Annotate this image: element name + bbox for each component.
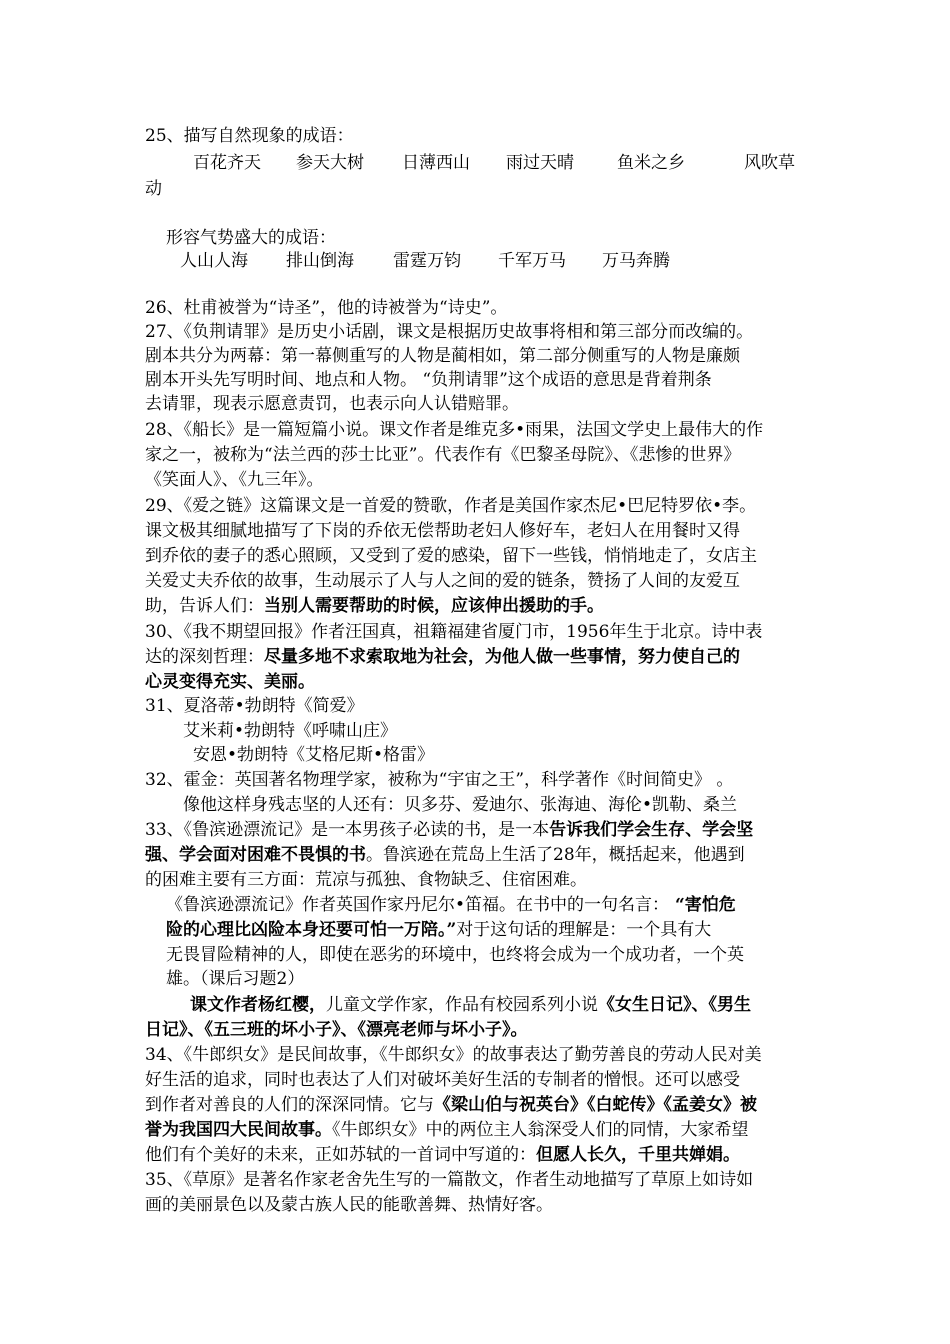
- text: 对于这句话的理解是：一个具有大: [456, 920, 712, 940]
- section-28-line: 《笑面人》、《九三年》。: [145, 470, 324, 490]
- idiom: 风吹草: [744, 153, 795, 173]
- section-27-line: 剧本共分为两幕：第一幕侧重写的人物是蔺相如，第二部分侧重写的人物是廉颇: [145, 346, 740, 366]
- section-33-line: 日记》、《五三班的坏小子》、《漂亮老师与坏小子》。: [145, 1020, 528, 1040]
- section-34-line: [145, 1118, 749, 1142]
- idiom: 万马奔腾: [602, 251, 670, 271]
- idiom: 日薄西山: [402, 153, 470, 173]
- idiom: 鱼米之乡: [617, 153, 685, 173]
- section-29-line: 29、《爱之链》这篇课文是一首爱的赞歌，作者是美国作家杰尼•巴尼特罗依•李。: [145, 496, 757, 516]
- section-33-line: 的困难主要有三方面：荒凉与孤独、食物缺乏、住宿困难。: [145, 870, 587, 890]
- section-28-line: 28、《船长》是一篇短篇小说。课文作者是维克多•雨果，法国文学史上最伟大的作: [145, 420, 764, 440]
- section-35-line: 35、《草原》是著名作家老舍先生写的一篇散文，作者生动地描写了草原上如诗如: [145, 1170, 754, 1190]
- section-27-line: 去请罪，现表示愿意责罚，也表示向人认错赔罪。: [145, 394, 519, 414]
- section-33-line: [145, 843, 745, 867]
- quote: 险的心理比凶险本身还要可怕一万陪。”: [166, 920, 457, 940]
- section-30-line: [145, 645, 740, 669]
- text: 助，告诉人们：: [145, 596, 264, 616]
- section-31-line: 安恩•勃朗特《艾格尼斯•格雷》: [193, 745, 435, 765]
- key-phrase: 《女生日记》、《男生: [598, 995, 751, 1015]
- idiom: 百花齐天: [193, 153, 261, 173]
- section-34-line: [145, 1143, 740, 1167]
- idiom: 参天大树: [296, 153, 364, 173]
- key-phrase: 课文作者杨红樱，: [190, 995, 326, 1015]
- text: 《牛郎织女》中的两位主人翁深受人们的同情，大家希望: [332, 1120, 749, 1140]
- text: 33、《鲁滨逊漂流记》是一本男孩子必读的书，是一本: [145, 820, 550, 840]
- section-32-line: 32、霍金：英国著名物理学家，被称为“宇宙之王”，科学著作《时间简史》 。: [145, 770, 734, 790]
- natural-idioms-row: [193, 151, 795, 175]
- section-29-line: 到乔依的妻子的悉心照顾，又受到了爱的感染，留下一些钱，悄悄地走了，女店主: [145, 546, 757, 566]
- section-26: 26、杜甫被誉为“诗圣”，他的诗被誉为“诗史”。: [145, 298, 508, 318]
- key-phrase: 强、学会面对困难不畏惧的书: [145, 845, 366, 865]
- idiom: 雷霆万钧: [393, 251, 461, 271]
- section-27-line: 剧本开头先写明时间、地点和人物。 “负荆请罪”这个成语的意思是背着荆条: [145, 370, 712, 390]
- idiom: 雨过天晴: [506, 153, 574, 173]
- quote: 但愿人长久，千里共婵娟。: [536, 1145, 740, 1165]
- text: 。鲁滨逊在荒岛上生活了28年，概括起来，他遇到: [366, 845, 745, 865]
- section-29-line: 关爱丈夫乔依的故事，生动展示了人与人之间的爱的链条，赞扬了人间的友爱互: [145, 571, 740, 591]
- section-31-line: 31、夏洛蒂•勃朗特《简爱》: [145, 696, 364, 716]
- section-33-line: 无畏冒险精神的人，即使在恶劣的环境中，也终将会成为一个成功者，一个英: [166, 945, 744, 965]
- section-35-line: 画的美丽景色以及蒙古族人民的能歌善舞、热情好客。: [145, 1195, 553, 1215]
- text: 《鲁滨逊漂流记》作者英国作家丹尼尔•笛福。在书中的一句名言：: [166, 895, 670, 915]
- section-31-line: 艾米莉•勃朗特《呼啸山庄》: [183, 721, 398, 741]
- section-28-line: 家之一，被称为“法兰西的莎士比亚”。代表作有《巴黎圣母院》、《悲惨的世界》: [145, 445, 741, 465]
- key-phrase: 《梁山伯与祝英台》《白蛇传》《孟姜女》被: [434, 1095, 757, 1115]
- idiom: 千军万马: [498, 251, 566, 271]
- idiom: 排山倒海: [286, 251, 354, 271]
- section-29-line: [145, 594, 604, 618]
- key-phrase: 告诉我们学会生存、学会坚: [549, 820, 754, 840]
- section-34-line: [145, 1093, 757, 1117]
- key-phrase: 誉为我国四大民间故事。: [145, 1120, 332, 1140]
- grand-idioms-row: [180, 249, 670, 273]
- text: 到作者对善良的人们的深深同情。它与: [145, 1095, 434, 1115]
- section-33-line: [166, 893, 736, 917]
- section-25-heading: 25、描写自然现象的成语：: [145, 126, 354, 146]
- section-29-line: 课文极其细腻地描写了下岗的乔依无偿帮助老妇人修好车，老妇人在用餐时又得: [145, 521, 740, 541]
- section-30-line: 心灵变得充实、美丽。: [145, 672, 315, 692]
- section-32-line: 像他这样身残志坚的人还有：贝多芬、爱迪尔、张海迪、海伦•凯勒、桑兰: [183, 795, 738, 815]
- text: 他们有个美好的未来，正如苏轼的一首词中写道的：: [145, 1145, 536, 1165]
- section-33-line: [166, 918, 711, 942]
- section-30-line: 30、《我不期望回报》作者汪国真，祖籍福建省厦门市，1956年生于北京。诗中表: [145, 622, 763, 642]
- key-sentence: 当别人需要帮助的时候，应该伸出援助的手。: [264, 596, 604, 616]
- section-25-subheading: 形容气势盛大的成语：: [166, 228, 336, 248]
- key-sentence: 尽量多地不求索取地为社会，为他人做一些事情，努力使自己的: [264, 647, 740, 667]
- section-33-line: [190, 993, 751, 1017]
- section-34-line: 34、《牛郎织女》是民间故事，《牛郎织女》的故事表达了勤劳善良的劳动人民对美: [145, 1045, 762, 1065]
- quote: “害怕危: [669, 895, 736, 915]
- section-27-line: 27、《负荆请罪》是历史小话剧，课文是根据历史故事将相和第三部分而改编的。: [145, 322, 754, 342]
- section-33-line: [145, 818, 753, 842]
- section-34-line: 好生活的追求，同时也表达了人们对破坏美好生活的专制者的憎恨。还可以感受: [145, 1070, 740, 1090]
- text: 儿童文学作家，作品有校园系列小说: [326, 995, 598, 1015]
- idiom-wrap: 动: [145, 179, 162, 199]
- text: 达的深刻哲理：: [145, 647, 264, 667]
- idiom: 人山人海: [180, 251, 248, 271]
- section-33-line: 雄。（课后习题2）: [166, 969, 305, 989]
